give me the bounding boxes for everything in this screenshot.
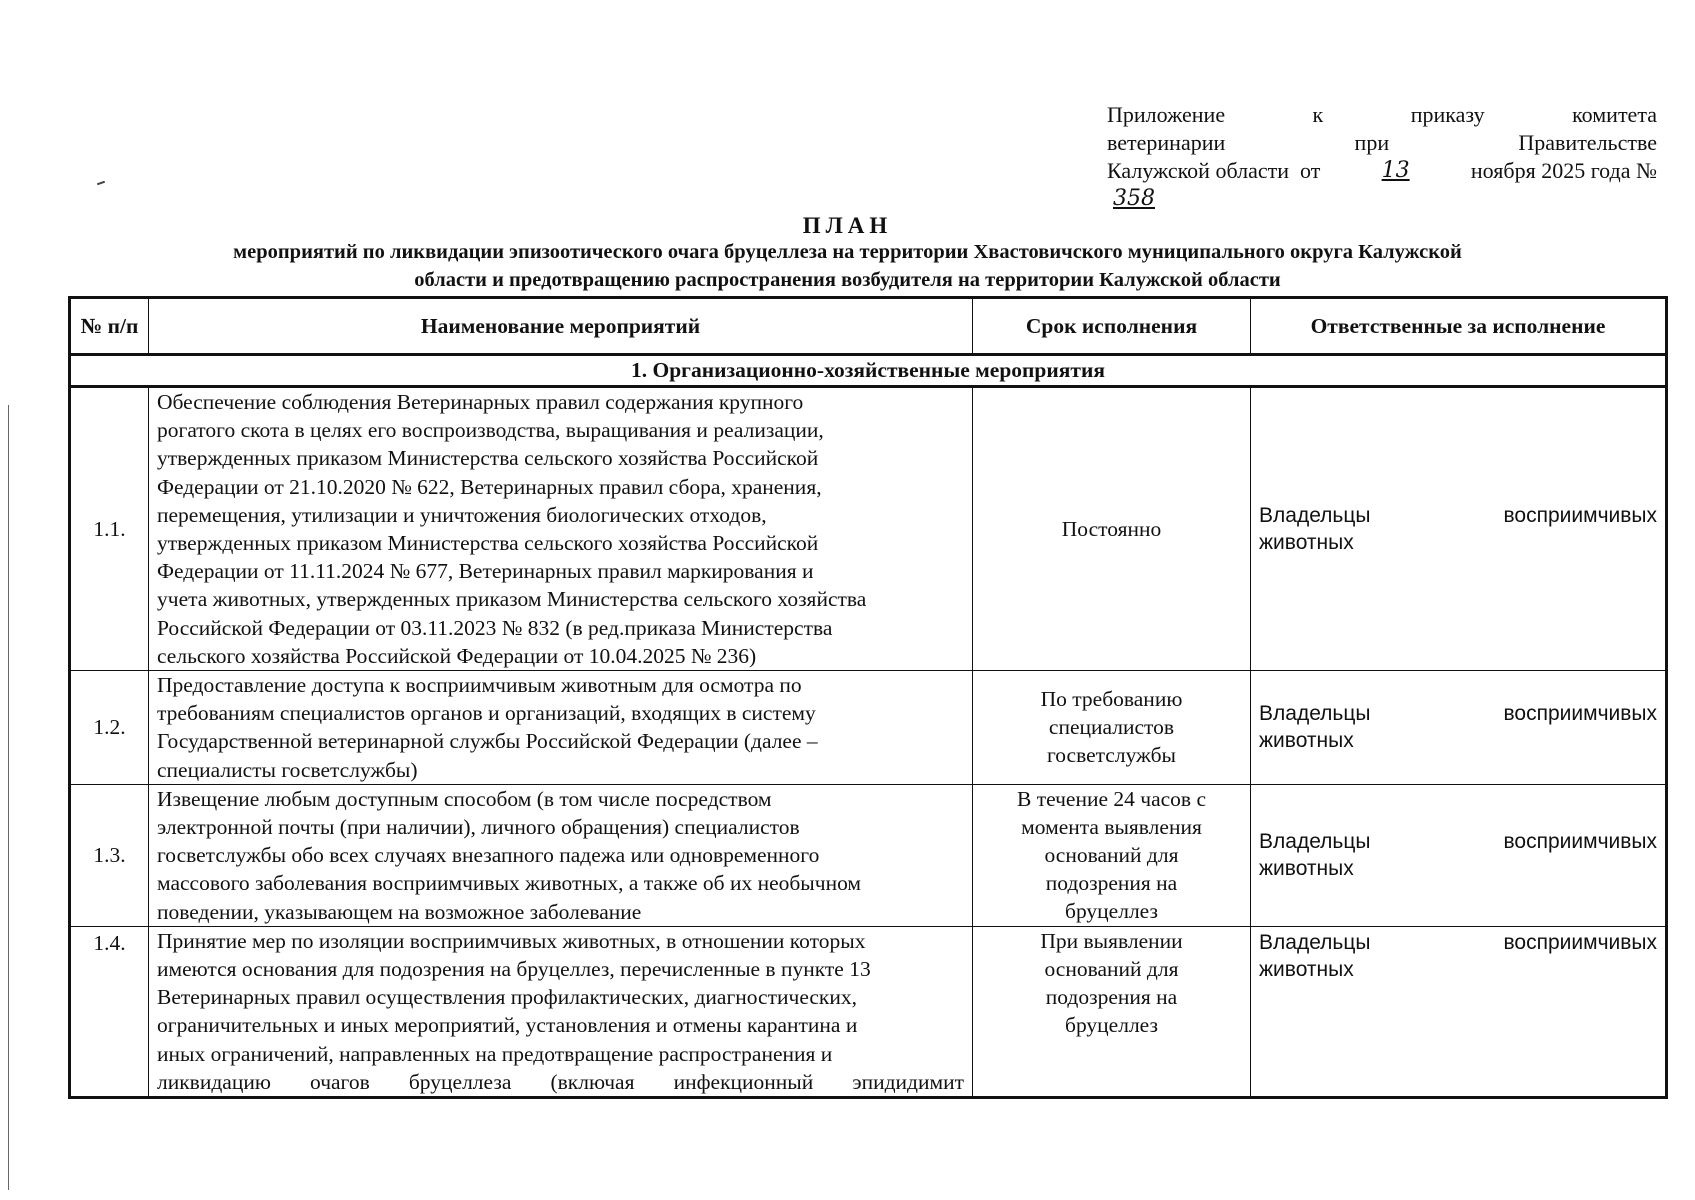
row-number: 1.1. bbox=[70, 387, 149, 671]
desc-line: сельского хозяйства Российской Федерации от 10.04.2025 № 236) bbox=[157, 643, 757, 668]
table-row bbox=[70, 926, 1667, 1097]
resp-word: восприимчивых bbox=[1503, 930, 1657, 954]
appendix-note bbox=[1107, 101, 1657, 213]
desc-line: электронной почты (при наличии), личного обращения) специалистов bbox=[157, 815, 800, 840]
resp-word: восприимчивых bbox=[1503, 702, 1657, 726]
table-row bbox=[70, 784, 1667, 926]
row-number: 1.3. bbox=[70, 784, 149, 926]
resp-line-2: животных bbox=[1259, 729, 1354, 753]
term-line: подозрения на bbox=[1045, 871, 1178, 896]
appendix-line-4 bbox=[1107, 185, 1657, 213]
row-term bbox=[973, 926, 1251, 1097]
term-line: В течение 24 часов с bbox=[1017, 787, 1206, 812]
plan-table bbox=[68, 296, 1668, 1099]
desc-line: утвержденных приказом Министерства сельского хозяйства Российской bbox=[157, 446, 819, 471]
table-row bbox=[70, 671, 1667, 785]
header-resp: Ответственные за исполнение bbox=[1251, 298, 1667, 355]
row-responsible bbox=[1251, 784, 1667, 926]
desc-line: утвержденных приказом Министерства сельского хозяйства Российской bbox=[157, 531, 819, 556]
section-row bbox=[70, 355, 1667, 387]
appendix-word: приказу bbox=[1410, 102, 1485, 127]
appendix-word: комитета bbox=[1572, 102, 1657, 127]
appendix-line-3 bbox=[1107, 157, 1657, 185]
resp-line-2: животных bbox=[1259, 857, 1354, 881]
desc-line: рогатого скота в целях его воспроизводства, выращивания и реализации, bbox=[157, 418, 824, 443]
term-line: оснований для bbox=[1044, 956, 1179, 981]
appendix-date-suffix: ноября 2025 года № bbox=[1470, 158, 1657, 183]
desc-line: специалисты госветслужбы) bbox=[157, 757, 418, 782]
term-line: бруцеллез bbox=[1065, 1012, 1158, 1037]
row-description bbox=[149, 784, 973, 926]
appendix-word: Правительстве bbox=[1518, 130, 1657, 155]
appendix-line-2 bbox=[1107, 129, 1657, 157]
header-term: Срок исполнения bbox=[973, 298, 1251, 355]
row-responsible bbox=[1251, 926, 1667, 1097]
desc-line: перемещения, утилизации и уничтожения биологических отходов, bbox=[157, 502, 767, 527]
section-title: 1. Организационно-хозяйственные мероприятия bbox=[70, 355, 1667, 387]
appendix-word: при bbox=[1354, 130, 1390, 155]
term-line: Постоянно bbox=[1061, 517, 1162, 542]
resp-word: Владельцы bbox=[1259, 930, 1371, 954]
resp-word: Владельцы bbox=[1259, 830, 1371, 854]
desc-line: Федерации от 11.11.2024 № 677, Ветеринарных правил маркирования и bbox=[157, 559, 814, 584]
desc-line: Предоставление доступа к восприимчивым животным для осмотра по bbox=[157, 673, 802, 698]
resp-line-1 bbox=[1259, 828, 1657, 855]
desc-line: поведении, указывающем на возможное заболевание bbox=[157, 899, 642, 924]
desc-line: Государственной ветеринарной службы Российской Федерации (далее – bbox=[157, 729, 818, 754]
resp-line-1 bbox=[1259, 929, 1657, 956]
appendix-handwritten-day: 13 bbox=[1381, 158, 1410, 183]
term-line: специалистов bbox=[1048, 715, 1175, 740]
resp-line-2: животных bbox=[1259, 531, 1354, 555]
appendix-date-prefix: Калужской области от bbox=[1107, 158, 1321, 183]
row-responsible bbox=[1251, 387, 1667, 671]
desc-line: требованиям специалистов органов и организаций, входящих в систему bbox=[157, 701, 816, 726]
resp-line-1 bbox=[1259, 502, 1657, 529]
term-line: оснований для bbox=[1044, 843, 1179, 868]
appendix-word: к bbox=[1312, 102, 1324, 127]
term-line: момента выявления bbox=[1021, 815, 1202, 840]
plan-subtitle-line-2: области и предотвращению распространения возбудителя на территории Калужской области bbox=[414, 269, 1281, 291]
term-line: бруцеллез bbox=[1065, 899, 1158, 924]
desc-line: Ветеринарных правил осуществления профилактических, диагностических, bbox=[157, 985, 858, 1010]
row-term bbox=[973, 784, 1251, 926]
scan-edge-line bbox=[8, 405, 9, 1190]
resp-line-1 bbox=[1259, 700, 1657, 727]
resp-word: восприимчивых bbox=[1503, 830, 1657, 854]
desc-line: Федерации от 21.10.2020 № 622, Ветеринарных правил сбора, хранения, bbox=[157, 474, 822, 499]
appendix-word: ветеринарии bbox=[1107, 130, 1226, 155]
resp-line-2: животных bbox=[1259, 957, 1354, 981]
desc-line: Принятие мер по изоляции восприимчивых животных, в отношении которых bbox=[157, 928, 866, 953]
desc-line: Обеспечение соблюдения Ветеринарных правил содержания крупного bbox=[157, 390, 804, 414]
desc-line: Извещение любым доступным способом (в том числе посредством bbox=[157, 786, 772, 811]
appendix-line-1 bbox=[1107, 101, 1657, 129]
row-number: 1.2. bbox=[70, 671, 149, 785]
header-num: № п/п bbox=[70, 298, 149, 355]
table-row bbox=[70, 387, 1667, 671]
appendix-word: Приложение bbox=[1107, 102, 1226, 127]
header-name: Наименование мероприятий bbox=[149, 298, 973, 355]
stray-pen-mark bbox=[97, 181, 105, 186]
plan-subtitle-line-1: мероприятий по ликвидации эпизоотического очага бруцеллеза на территории Хвастовичского муниципального округа Калужской bbox=[233, 241, 1462, 263]
desc-line: учета животных, утвержденных приказом Министерства сельского хозяйства bbox=[157, 587, 867, 612]
resp-word: Владельцы bbox=[1259, 702, 1371, 726]
table-header-row bbox=[70, 298, 1667, 355]
desc-line: Российской Федерации от 03.11.2023 № 832 (в ред.приказа Министерства bbox=[157, 615, 833, 640]
row-term bbox=[973, 671, 1251, 785]
row-number: 1.4. bbox=[70, 926, 149, 1097]
row-responsible bbox=[1251, 671, 1667, 785]
term-line: При выявлении bbox=[1040, 928, 1183, 953]
desc-line: госветслужбы обо всех случаях внезапного падежа или одновременного bbox=[157, 843, 820, 868]
row-term bbox=[973, 387, 1251, 671]
appendix-handwritten-number: 358 bbox=[1113, 186, 1155, 211]
resp-word: Владельцы bbox=[1259, 504, 1371, 528]
row-description bbox=[149, 387, 973, 671]
term-line: подозрения на bbox=[1045, 984, 1178, 1009]
plan-title: ПЛАН bbox=[802, 213, 893, 238]
term-line: По требованию bbox=[1040, 687, 1183, 712]
resp-word: восприимчивых bbox=[1503, 504, 1657, 528]
desc-line: имеются основания для подозрения на бруцеллез, перечисленные в пункте 13 bbox=[157, 957, 871, 982]
term-line: госветслужбы bbox=[1046, 743, 1177, 768]
desc-line: ограничительных и иных мероприятий, установления и отмены карантина и bbox=[157, 1013, 858, 1038]
row-description bbox=[149, 671, 973, 785]
desc-line: ликвидацию очагов бруцеллеза (включая инфекционный эпидидимит bbox=[157, 1069, 964, 1094]
desc-line: массового заболевания восприимчивых животных, а также об их необычном bbox=[157, 871, 862, 896]
row-description bbox=[149, 926, 973, 1097]
desc-line: иных ограничений, направленных на предотвращение распространения и bbox=[157, 1041, 833, 1066]
